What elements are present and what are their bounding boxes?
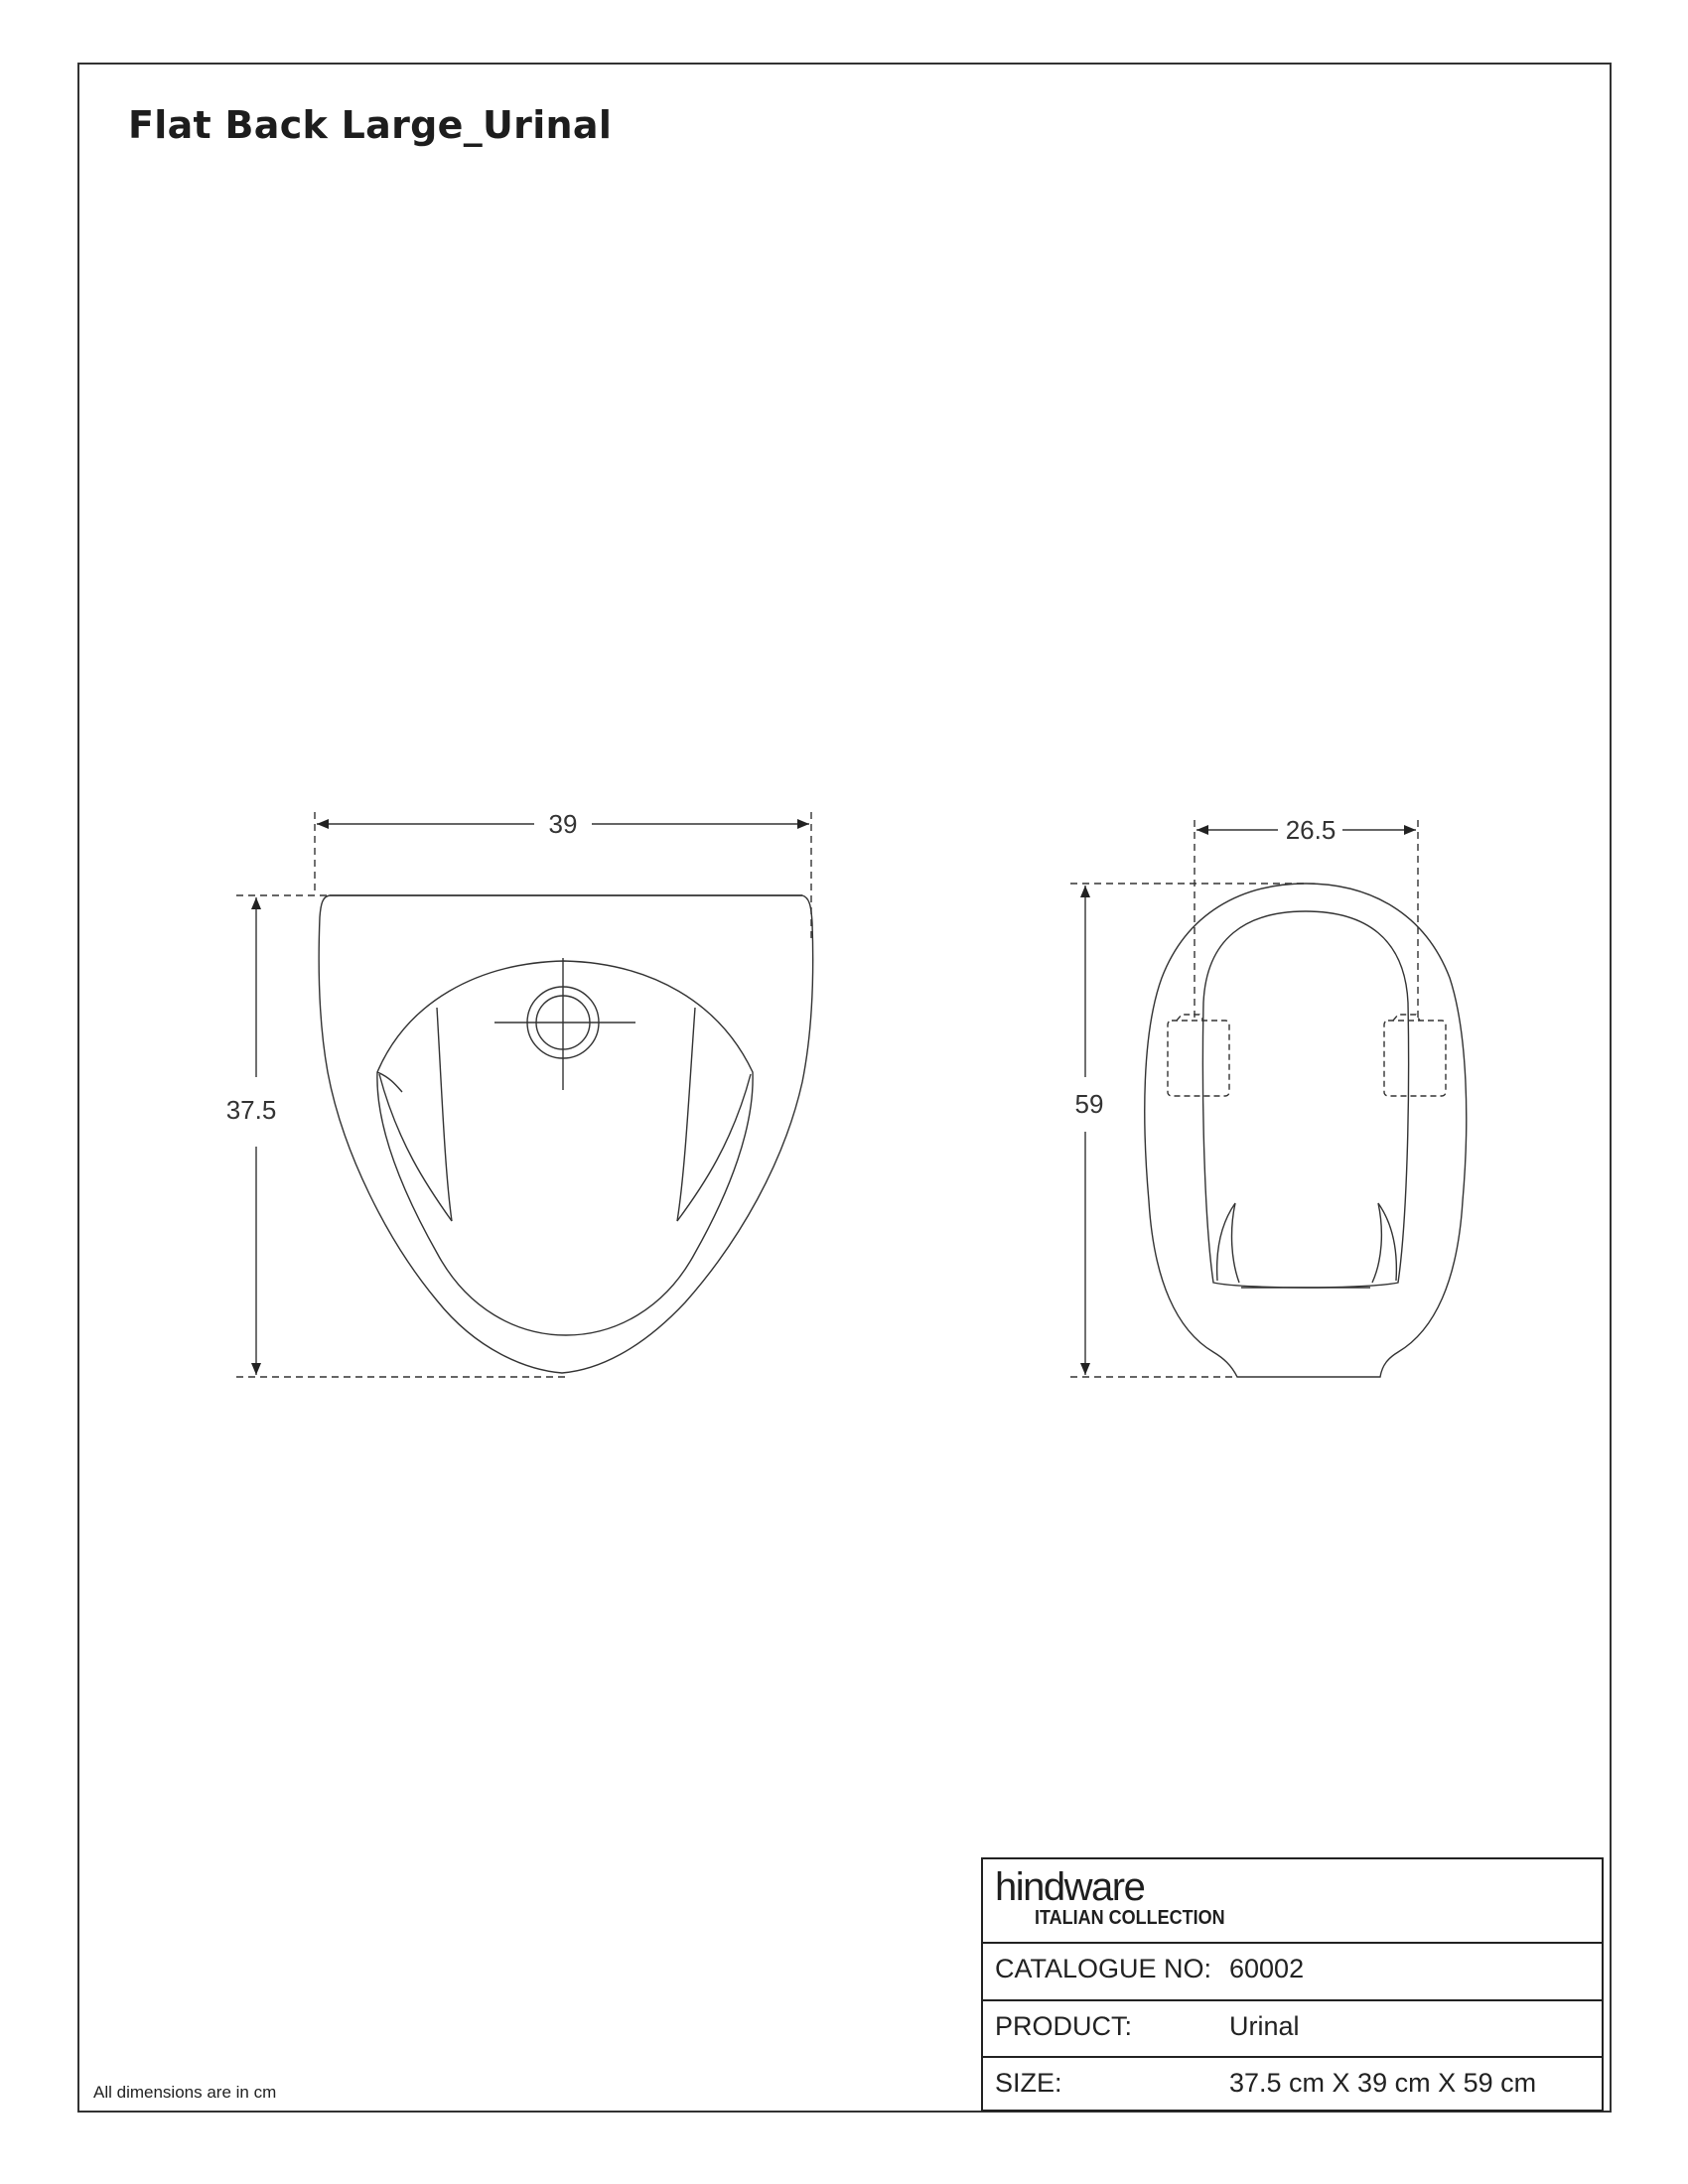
product-label: PRODUCT: [995,2011,1133,2041]
brand-sub: ITALIAN COLLECTION [1035,1907,1225,1929]
front-width-label: 39 [548,809,578,839]
brand-name: hindware [995,1865,1145,1909]
catalogue-row [983,1942,1602,1999]
catalogue-label: CATALOGUE NO: [995,1954,1212,1983]
front-view [236,812,813,1377]
side-height-label: 59 [1074,1089,1104,1119]
side-right-bracket [1384,1015,1446,1096]
front-height-label: 37.5 [225,1095,277,1125]
title-block [981,1857,1604,2112]
brand-logo [995,1867,1246,1930]
size-label: SIZE: [995,2068,1062,2098]
side-left-bracket [1168,1015,1229,1096]
front-left-fin [379,1008,452,1221]
size-value: 37.5 cm X 39 cm X 59 cm [1229,2068,1537,2098]
side-view [1070,820,1467,1377]
product-row [983,1999,1602,2056]
size-row [983,2056,1602,2112]
side-inner-opening [1202,911,1408,1288]
front-outer-body [319,895,813,1373]
drawing-title: Flat Back Large_Urinal [128,103,613,147]
front-right-fin [677,1008,751,1221]
catalogue-value: 60002 [1229,1954,1305,1983]
side-width-label: 26.5 [1285,815,1336,845]
product-value: Urinal [1229,2011,1300,2041]
front-inner-bowl [377,961,753,1335]
dimensions-note: All dimensions are in cm [93,2083,277,2102]
